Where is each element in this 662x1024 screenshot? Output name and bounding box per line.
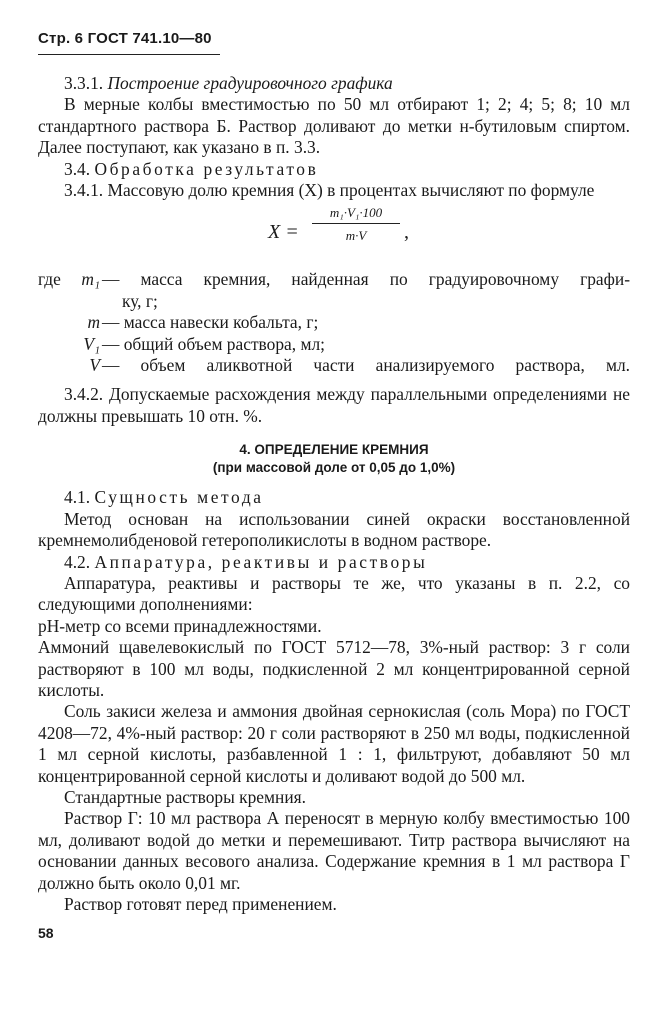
legend-v-symbol: V	[89, 355, 100, 376]
formula-lhs: X =	[268, 221, 299, 244]
paragraph-solution-g: Раствор Г: 10 мл раствора А переносят в мерную колбу вместимостью 100 мл, доливают водой до метки и перемешивают. Титр раствора вычисляют на основании данных весового анализа. Содержание кремния в 1 мл раствора Г должно быть около 0,01 мг.	[38, 808, 630, 893]
heading-4-2-number: 4.2.	[64, 551, 91, 572]
paragraph-3-4-2: 3.4.2. Допускаемые расхождения между параллельными определениями не должны превышать 10 отн. %.	[38, 384, 630, 426]
legend-v1-symbol: V₁	[83, 333, 100, 354]
paragraph-4-1: Метод основан на использовании синей окраски восстановленной кремнемолибденовой гетерополикислоты в водном растворе.	[38, 508, 630, 551]
legend-row-m1	[38, 269, 630, 290]
paragraph-3-4-1: 3.4.1. Массовую долю кремния (X) в процентах вычисляют по формуле	[64, 180, 595, 201]
section-4-subtitle: (при массовой доле от 0,05 до 1,0%)	[212, 460, 456, 476]
legend-where: где	[38, 269, 61, 290]
legend-m1-continuation: ку, г;	[122, 290, 158, 311]
legend-v-text: — объем аликвотной части анализируемого раствора, мл.	[102, 355, 630, 376]
formula-numerator: m₁·V₁·100	[329, 205, 383, 221]
heading-3-4-number: 3.4.	[64, 158, 91, 179]
paragraph-ph-meter: рН-метр со всеми принадлежностями.	[38, 615, 322, 636]
heading-4-2	[38, 552, 630, 573]
heading-3-3-1-number: 3.3.1.	[64, 73, 104, 93]
paragraph-3-3-1: В мерные колбы вместимостью по 50 мл отбирают 1; 2; 4; 5; 8; 10 мл стандартного раствора Б. Раствор доливают до метки н-бутиловым спиртом. Далее поступают, как указано в п. 3.3.	[38, 94, 630, 158]
header-rule	[38, 54, 220, 55]
heading-4-1	[38, 487, 630, 508]
heading-4-1-number: 4.1.	[64, 487, 91, 508]
legend-m1-text: — масса кремния, найденная по градуировочному графи-	[102, 269, 630, 290]
heading-4-1-title: Сущность метода	[94, 487, 264, 508]
legend-row-v	[38, 355, 630, 376]
heading-3-4-title: Обработка результатов	[94, 158, 319, 179]
legend-m-text: — масса навески кобальта, г;	[102, 312, 319, 333]
legend-m-symbol: m	[87, 312, 100, 333]
legend-m1-symbol: m₁	[81, 269, 100, 290]
formula-denominator: m·V	[345, 228, 367, 244]
paragraph-ammonium: Аммоний щавелевокислый по ГОСТ 5712—78, 3%-ный раствор: 3 г соли растворяют в 100 мл воды, подкисленной 2 мл концентрированной серной кислоты.	[38, 637, 630, 700]
heading-3-3-1-title: Построение градуировочного графика	[107, 73, 393, 93]
heading-4-2-title: Аппаратура, реактивы и растворы	[94, 551, 428, 572]
heading-3-4	[38, 159, 630, 180]
legend-row-v1	[38, 334, 630, 355]
paragraph-prepare: Раствор готовят перед применением.	[64, 894, 337, 914]
paragraph-mohr-salt: Соль закиси железа и аммония двойная сернокислая (соль Мора) по ГОСТ 4208—72, 4%-ный раствор: 20 г соли растворяют в 250 мл воды, подкисленной 1 мл серной кислоты, разбавленной 1 : 1, фильтруют, добавляют 50 мл концентрированной серной кислоты и доливают водой до 500 мл.	[38, 701, 630, 786]
formula-trail: ,	[404, 221, 409, 244]
paragraph-4-2-intro: Аппаратура, реактивы и растворы те же, что указаны в п. 2.2, со следующими дополнениями:	[38, 572, 630, 615]
legend-row-m	[38, 312, 630, 333]
formula	[38, 203, 630, 263]
formula-legend	[38, 269, 630, 376]
legend-row-m1-cont	[38, 291, 630, 312]
paragraph-standard-solutions: Стандартные растворы кремния.	[64, 786, 306, 807]
page-header: Стр. 6 ГОСТ 741.10—80	[38, 30, 212, 47]
document-page	[38, 30, 630, 941]
page-number: 58	[38, 925, 54, 942]
section-4-title: 4. ОПРЕДЕЛЕНИЕ КРЕМНИЯ	[239, 442, 429, 458]
legend-v1-text: — общий объем раствора, мл;	[102, 333, 325, 354]
heading-3-3-1	[38, 73, 630, 94]
formula-fraction	[310, 205, 402, 244]
